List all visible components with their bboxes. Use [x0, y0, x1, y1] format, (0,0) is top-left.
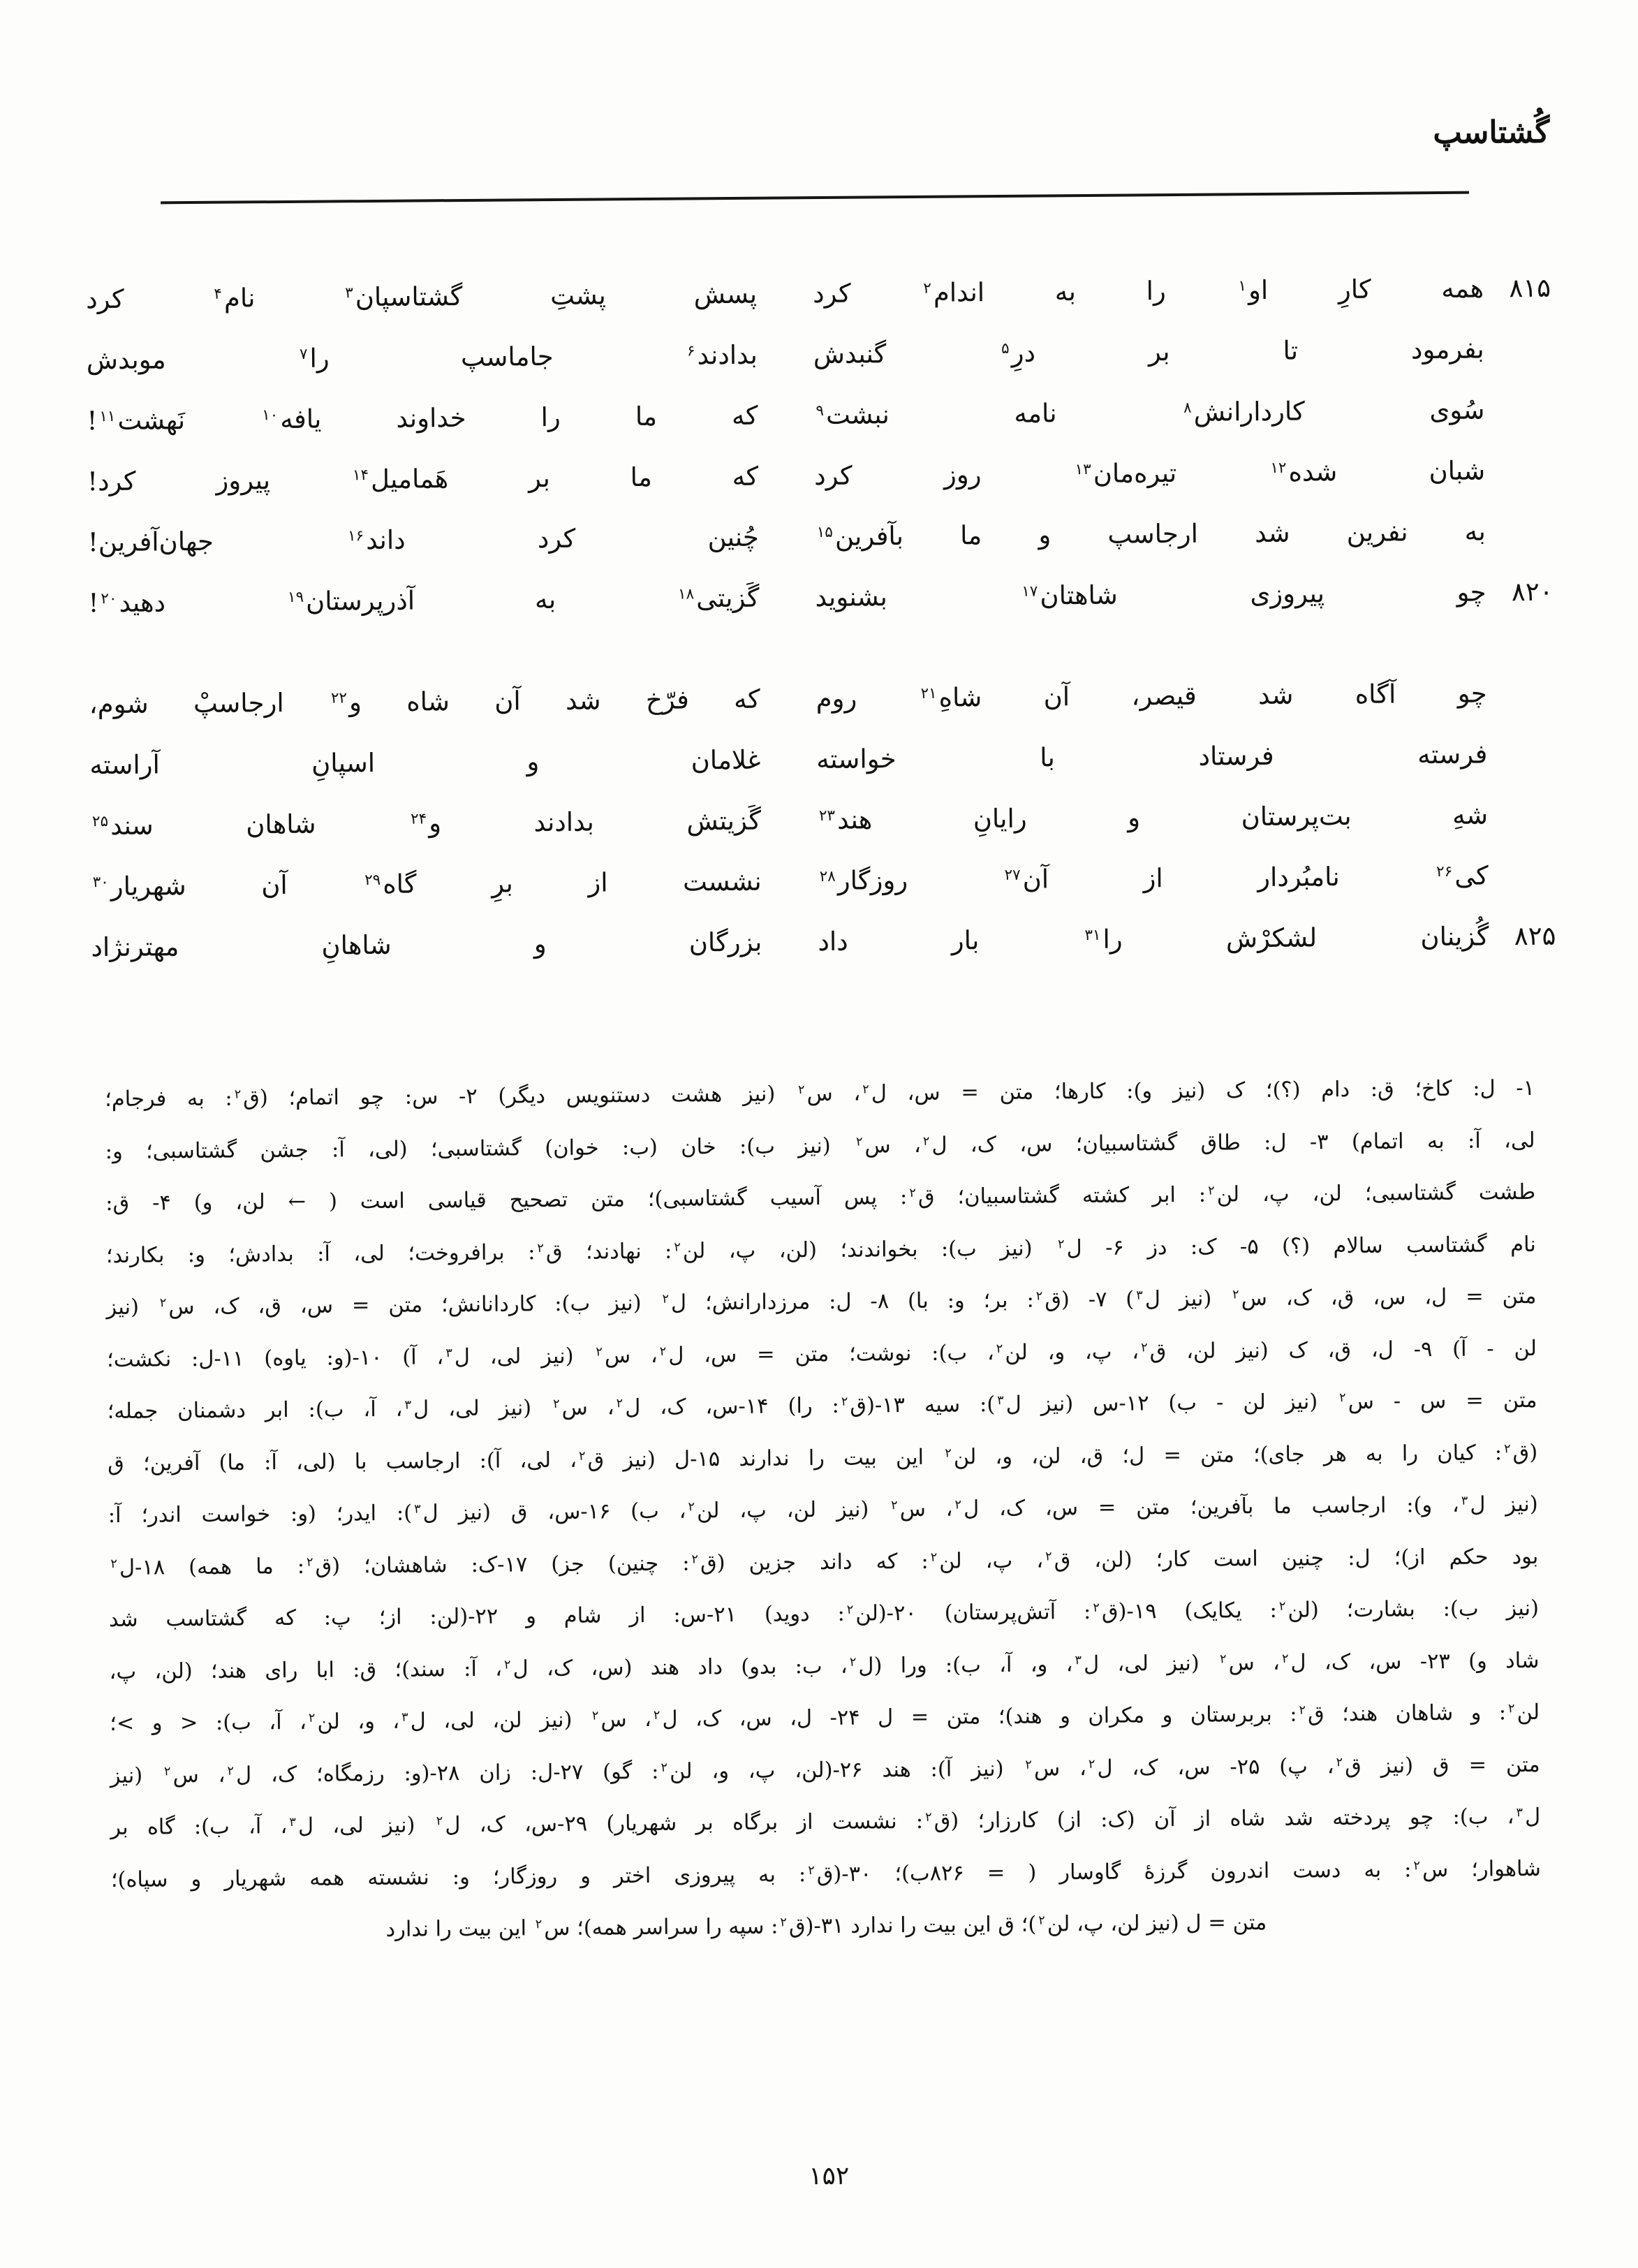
footnote-marker: ۲ [924, 1811, 932, 1825]
hemistich-first: چو آگاه شد قیصر، آن شاهِ$^{۲۱}$ روم [816, 678, 1487, 714]
footnote-marker: ۲ [163, 1765, 171, 1779]
hemistich-second: گَزیتی$^{۱۸}$ به آذرپرستان$^{۱۹}$ دهید$^{۲۰}$! [88, 582, 760, 619]
footnote-line: شاد و) ۲۳- س، ک، ل$^۲$، س$^۲$ (نیز لی، ل$^۳$، و، آ، ب): ورا (ل$^۲$، ب: بدو) داد هند (س، ک، ل$^۲$، آ: سند)؛ ق: ابا رای هند؛ (لن، پ، [109, 1648, 1540, 1684]
footnote-marker: ۳ [1075, 1653, 1082, 1667]
couplet-row [86, 258, 1551, 330]
footnote-marker: ۲۳ [818, 807, 836, 825]
hemistich-second: گَزیتش بدادند و$^{۲۴}$ شاهان سند$^{۲۵}$ [91, 805, 762, 841]
footnote-line: شاهوار؛ س$^۲$: به دست اندرون گرزهٔ گاوسار ( = ۸۲۶ب)؛ ۳۰-(ق$^۲$: به پیروزی اختر و روزگار؛ و: نشسته همه شهریار و سپاه)؛ [110, 1856, 1541, 1892]
footnote-marker: ۲۸ [819, 868, 836, 886]
footnote-marker: ۲ [849, 1655, 857, 1670]
footnote-marker: ۲ [1336, 1755, 1343, 1770]
couplet-row [87, 379, 1552, 451]
footnote-marker: ۳ [289, 1816, 296, 1830]
couplet-row [86, 318, 1551, 390]
verse-number [1489, 884, 1556, 885]
footnote-marker: ۱۱ [99, 408, 116, 426]
footnote-marker: ۳ [445, 1346, 452, 1361]
footnote-marker: ۳ [1516, 1806, 1523, 1820]
footnote-marker: ۲ [688, 1500, 695, 1515]
couplet-row [87, 440, 1553, 512]
footnote-marker: ۳ [1136, 1288, 1143, 1303]
footnote-marker: ۲ [661, 1760, 668, 1775]
footnote-line: (نیز ل$^۳$، و): ارجاسب ما بآفرین؛ متن = س، ک، ل$^۲$، س$^۲$ (نیز لن، پ، لن$^۲$، ب) ۱۶-س، ق (نیز ل$^۳$): ایدر؛ (و: خواست اندر؛ آ: [108, 1492, 1538, 1529]
footnote-marker: ۲ [841, 1394, 848, 1410]
footnote-marker: ۳ [401, 1710, 408, 1725]
hemistich-second: چُنین کرد داند$^{۱۶}$ جهان‌آفرین! [87, 522, 760, 558]
hemistich-second: پسش پشتِ گشتاسپان$^۳$ نام$^۴$ کرد [85, 279, 758, 315]
footnote-line: لی، آ: به اتمام) ۳- ل: طاق گشتاسبیان؛ س، ک، ل$^۲$، س$^۲$ (نیز ب): خان (ب: خوان) گشتاسبی؛ (لی، آ: جشن گشتاسبی؛ و: [105, 1128, 1535, 1164]
footnote-marker: ۲ [1219, 1652, 1227, 1667]
footnote-line: لن$^۲$: و شاهان هند؛ ق$^۲$: بربرستان و مکران و هند)؛ متن = ل ۲۴- ل، س، ک، ل$^۲$، س$^۲$ (نیز لن، لی، ل$^۳$، و، لن$^۲$، آ، ب): < و >؛ [110, 1700, 1540, 1737]
footnote-line: متن = ق (نیز ق$^۲$، پ) ۲۵- س، ک، ل$^۲$، س$^۲$ (نیز آ): هند ۲۶-(لن، پ، و، لن$^۲$: گو) ۲۷-ل: زان ۲۸-(و: رزمگاه؛ ک، ل$^۲$، س$^۲$ (نیز [110, 1752, 1540, 1788]
footnote-marker: ۲ [890, 1498, 898, 1513]
footnote-line: لن - آ) ۹- ل، ق، ک (نیز لن، ق$^۲$، پ، و، لن$^۲$، ب): نوشت؛ متن = س، ل$^۲$، س$^۲$ (نیز لی، ل$^۳$، آ) ۱۰-(و: یاوه) ۱۱-ل: نکشت؛ [106, 1336, 1537, 1372]
footnote-marker: ۳ [413, 1502, 421, 1517]
footnote-marker: ۲ [1038, 1913, 1045, 1928]
footnote-marker: ۲ [691, 1552, 699, 1567]
footnote-marker: ۲ [306, 1555, 313, 1570]
couplet-row [90, 784, 1556, 856]
footnote-marker: ۲ [535, 1917, 543, 1932]
poem-section [86, 258, 1556, 978]
footnote-marker: ۲۶ [1436, 863, 1453, 881]
footnote-marker: ۲ [808, 1863, 815, 1878]
footnote-marker: ۲ [227, 1764, 235, 1779]
footnote-line: نام گشتاسب سالام (؟) ۵- ک: دز ۶- ل$^۲$ (نیز ب): بخواندند؛ (لن، پ، لن$^۲$: نهادند؛ ق$^۲$: برافروخت؛ لی، آ: بدادش؛ و: بکارند؛ [105, 1232, 1536, 1268]
footnote-marker: ۱۲ [1270, 459, 1287, 478]
verse-number: ۸۲۰ [1511, 576, 1554, 608]
footnote-marker: ۲۹ [364, 871, 381, 890]
footnote-marker: ۳۰ [92, 874, 109, 892]
footnote-marker: ۲ [780, 1915, 787, 1930]
footnote-marker: ۲ [616, 1397, 624, 1411]
hemistich-first: شبان شده$^{۱۲}$ تیره‌مان$^{۱۳}$ روز کرد [813, 455, 1486, 492]
footnote-line: (نیز ب): بشارت؛ (لن$^۲$: یکایک) ۱۹-(ق$^۲$: آتش‌پرستان) ۲۰-(لن$^۲$: دوید) ۲۱-س: از شام و ۲۲-(لن: از؛ پ: که گشتاسب شد [108, 1596, 1540, 1633]
running-header-title: گُشتاسپ [1433, 114, 1550, 152]
footnote-marker: ۲۴ [410, 810, 427, 828]
footnote-marker: ۲ [308, 1711, 316, 1726]
footnote-marker: ۲ [1141, 1341, 1148, 1355]
footnote-marker: ۳۱ [1084, 927, 1101, 945]
footnote-marker: ۲ [1339, 1391, 1346, 1406]
hemistich-second: که ما بر هَمامیل$^{۱۴}$ پیروز کرد! [87, 461, 759, 497]
hemistich-first: چو پیروزی شاهتان$^{۱۷}$ بشنوید [815, 577, 1486, 613]
footnote-marker: ۸ [1183, 399, 1192, 418]
couplet-row [89, 723, 1555, 795]
hemistich-second: که فرّخ شد آن شاه و$^{۲۲}$ ارجاسپْ شوم، [89, 684, 760, 720]
footnote-marker: ۲ [662, 1292, 669, 1307]
hemistich-first: همه کارِ او$^۱$ را به اندام$^۲$ کرد [812, 273, 1484, 309]
footnote-marker: ۳ [345, 284, 353, 302]
footnote-marker: ۲ [1025, 1758, 1032, 1772]
footnote-marker: ۱۹ [287, 588, 304, 607]
footnote-marker: ۲ [954, 1498, 962, 1512]
footnote-marker: ۲ [1057, 1237, 1065, 1252]
footnote-marker: ۲ [846, 1603, 854, 1617]
footnote-marker: ۲۲ [330, 689, 348, 707]
footnote-marker: ۳ [404, 1398, 412, 1413]
footnote-marker: ۴ [214, 285, 223, 303]
footnote-line: ۱- ل: کاخ؛ ق: دام (؟)؛ ک (نیز و): کارها؛ متن = س، ل$^۲$، س$^۲$ (نیز هشت دستنویس دیگر) ۲- س: چو اتمام؛ (ق$^۲$: به فرجام؛ [104, 1075, 1535, 1112]
footnote-marker: ۲ [1299, 1703, 1306, 1718]
header-rule [161, 191, 1469, 205]
footnote-line: متن = ل (نیز لن، پ، لن$^۲$)؛ ق این بیت را ندارد ۳۱-(ق$^۲$: سپه را سراسر همه)؛ س$^۲$ این بیت را ندارد [385, 1910, 1267, 1942]
footnote-marker: ۲ [1278, 1600, 1286, 1614]
footnote-line: بود حکم از)؛ ل: چنین است کار؛ (لن، ق$^۲$، پ، لن$^۲$: که داند جزین (ق$^۲$: چنین) جز) ۱۷-ک: شاهشان؛ (ق$^۲$: ما همه) ۱۸-ل$^۲$ [110, 1544, 1539, 1580]
footnote-line: متن = ل، س، ق، ک، س$^۲$ (نیز ل$^۳$) ۷- (ق$^۲$: بر؛ و: با) ۸- ل: مرزدارانش؛ ل$^۲$ (نیز ب): کاردانانش؛ متن = س، ق، ک، س$^۲$ (نیز [106, 1283, 1537, 1320]
hemistich-first: گُزینان لشکرْش را$^{۳۱}$ بار داد [818, 921, 1489, 957]
footnote-marker: ۱ [1238, 277, 1247, 295]
footnote-line: طشت گشتاسبی؛ لن، پ، لن$^۲$: ابر کشته گشتاسبیان؛ ق$^۲$: پس آسیب گشتاسبی)؛ متن تصحیح قیاسی است ( ← لن، و) ۴- ق: [105, 1179, 1536, 1216]
footnote-marker: ۱۶ [347, 527, 364, 545]
footnote-marker: ۳ [997, 1394, 1004, 1408]
footnote-marker: ۲ [923, 279, 931, 298]
footnote-marker: ۱۷ [1021, 582, 1038, 601]
footnote-marker: ۲ [1208, 1184, 1215, 1198]
footnote-marker: ۲ [110, 1556, 117, 1571]
footnote-line: متن = س - س$^۲$ (نیز لن - ب) ۱۲-س (نیز ل$^۳$): سیه ۱۳-(ق$^۲$: را) ۱۴-س، ک، ل$^۲$، س$^۲$ (نیز لی، ل$^۳$، آ، ب): ابر دشمنان جمله؛ [107, 1387, 1537, 1424]
hemistich-first: به نفرین شد ارجاسپ و ما بآفرین$^{۱۵}$ [816, 516, 1486, 552]
hemistich-first: شهِ بت‌پرستان و رایانِ هند$^{۲۳}$ [818, 800, 1489, 835]
footnote-marker: ۲ [922, 1134, 930, 1149]
footnote-marker: ۲ [930, 1550, 938, 1565]
footnote-marker: ۲ [552, 1397, 560, 1412]
footnote-marker: ۲ [591, 1709, 599, 1723]
verse-number [1488, 823, 1555, 824]
footnote-marker: ۲ [1503, 1442, 1511, 1457]
couplet-row [88, 501, 1554, 573]
hemistich-first: سُوی کاردارانش$^۸$ نامه نبشت$^۹$ [816, 395, 1485, 430]
footnote-marker: ۱۰ [262, 406, 279, 425]
couplet-row [88, 561, 1554, 633]
hemistich-first: کی$^{۲۶}$ نامبُردار از آن$^{۲۷}$ روزگار$^{۲۸}$ [819, 860, 1489, 896]
footnote-marker: ۲ [855, 1135, 863, 1149]
footnote-marker: ۲ [1088, 1757, 1095, 1772]
footnote-marker: ۲ [596, 1345, 603, 1360]
footnote-marker: ۲۷ [1004, 866, 1021, 885]
footnote-marker: ۲ [945, 1446, 952, 1461]
footnote-marker: ۲ [578, 1449, 586, 1464]
footnote-marker: ۲ [797, 1083, 805, 1098]
footnote-marker: ۲ [653, 1709, 661, 1723]
footnote-marker: ۲ [909, 1186, 916, 1201]
verse-number [1485, 418, 1552, 419]
footnote-marker: ۹ [816, 402, 825, 420]
verse-number: ۸۲۵ [1514, 920, 1556, 952]
footnote-marker: ۲ [659, 1344, 667, 1359]
verse-number: ۸۱۵ [1509, 272, 1551, 304]
footnote-marker: ۲ [1507, 1702, 1515, 1716]
footnote-marker: ۶ [686, 342, 695, 360]
page-number: ۱۵۲ [809, 2161, 850, 2191]
footnote-marker: ۱۸ [678, 585, 695, 603]
footnote-marker: ۲۵ [91, 813, 109, 831]
couplet-row [90, 845, 1556, 917]
footnote-marker: ۲ [1413, 1859, 1421, 1873]
footnote-marker: ۲ [1232, 1288, 1239, 1302]
footnote-marker: ۲ [1035, 1289, 1043, 1304]
footnote-marker: ۲ [862, 1082, 869, 1097]
footnote-marker: ۲ [996, 1341, 1003, 1356]
footnotes-section [105, 1063, 1542, 1959]
footnote-marker: ۲۰ [101, 590, 117, 608]
footnote-marker: ۲ [1093, 1601, 1100, 1616]
hemistich-first: بفرمود تا بر درِ$^۵$ گنبدش [813, 334, 1484, 370]
footnote-marker: ۷ [299, 345, 308, 364]
footnote-line: (ق$^۲$: کیان را به هر جای)؛ متن = ل؛ ق، لن، و، لن$^۲$ این بیت را ندارند ۱۵-ل (نیز ق$^۲$، لی، آ): ارجاسب با (لی، آ: ما) آفرین؛ ق [108, 1440, 1538, 1476]
footnote-marker: ۲ [674, 1240, 681, 1255]
footnote-marker: ۳ [1461, 1494, 1468, 1509]
couplet-row [91, 906, 1556, 978]
footnote-marker: ۵ [1001, 340, 1010, 358]
hemistich-second: بزرگان و شاهانِ مهترنژاد [91, 927, 762, 963]
couplet-row [89, 663, 1554, 735]
hemistich-second: که ما را خداوند یافه$^{۱۰}$ نَهشت$^{۱۱}$! [87, 400, 758, 436]
footnote-marker: ۲ [159, 1296, 167, 1311]
footnote-marker: ۲ [436, 1814, 443, 1829]
hemistich-second: غلامان و اسپانِ آراسته [89, 744, 761, 781]
footnote-marker: ۲ [1045, 1549, 1052, 1564]
footnote-marker: ۲ [234, 1087, 242, 1102]
verse-number [1485, 479, 1552, 480]
footnote-marker: ۲۱ [920, 684, 937, 703]
footnote-line: ل$^۳$، ب): چو پردخته شد شاه از آن (ک: از) کارزار؛ (ق$^۲$: نشست از برگاه بر شهریار) ۲۹-س، ک، ل$^۲$ (نیز لی، ل$^۳$، آ، ب): گاه بر [110, 1804, 1541, 1841]
footnote-marker: ۲ [503, 1658, 511, 1672]
footnote-marker: ۱۴ [352, 466, 369, 485]
footnote-marker: ۱۳ [1075, 461, 1091, 479]
hemistich-second: نشست از برِ گاه$^{۲۹}$ آن شهریار$^{۳۰}$ [92, 866, 762, 901]
hemistich-second: بدادند$^۶$ جاماسپ را$^۷$ موبدش [86, 339, 758, 376]
footnote-marker: ۲ [537, 1241, 544, 1256]
hemistich-first: فرسته فرستاد با خواسته [816, 739, 1488, 775]
footnote-marker: ۱۵ [816, 524, 833, 542]
footnote-marker: ۲ [1281, 1651, 1289, 1666]
